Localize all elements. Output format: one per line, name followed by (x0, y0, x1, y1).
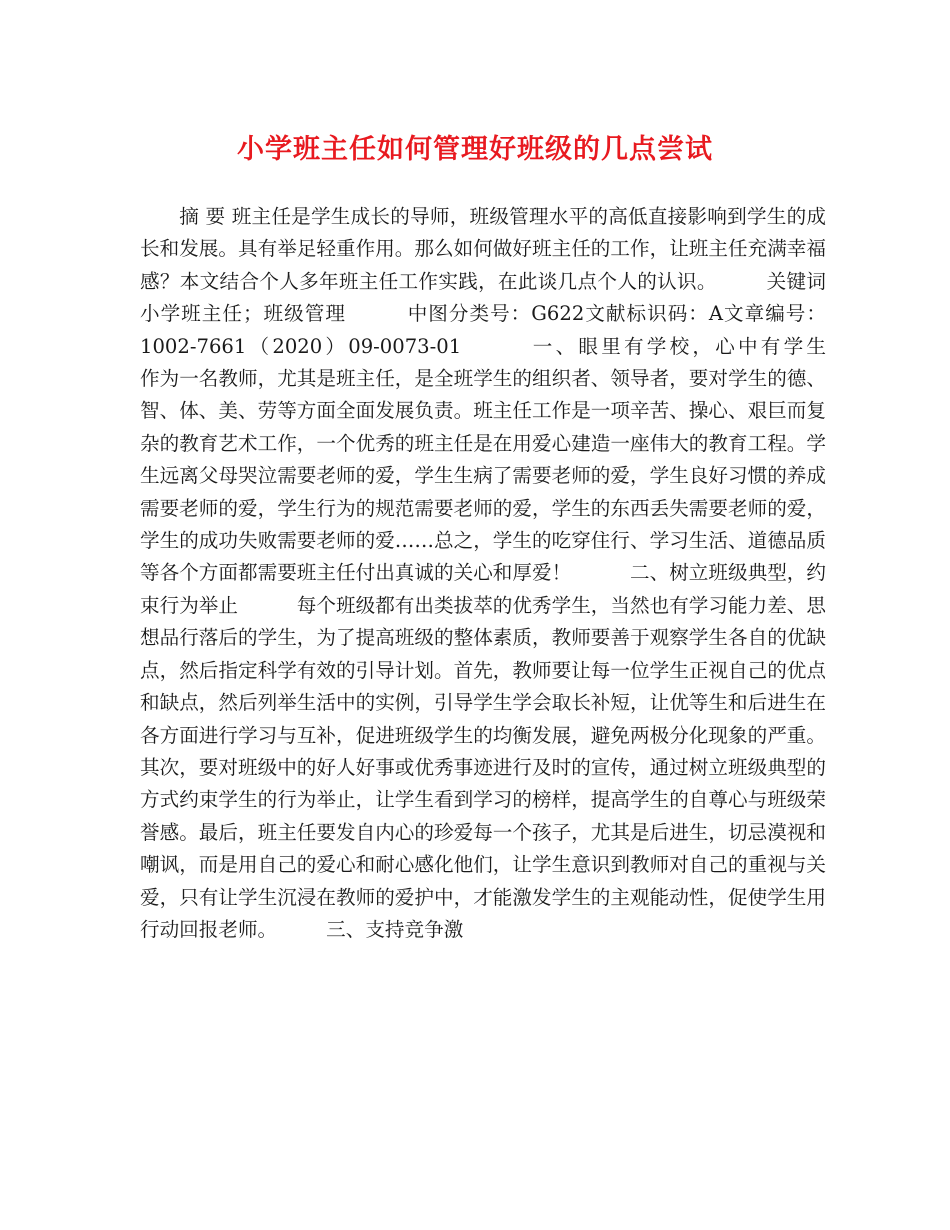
page-title: 小学班主任如何管理好班级的几点尝试 (237, 134, 713, 165)
body-paragraph: 摘 要 班主任是学生成长的导师，班级管理水平的高低直接影响到学生的成长和发展。具有举足轻重作用。那么如何做好班主任的工作，让班主任充满幸福感？本文结合个人多年班主任工作实践，在此谈几点个人的认识。 关键词 小学班主任；班级管理 中图分类号：G622文献标识码：A文章编号：1002-7661（2020）09-0073-01 一、眼里有学校，心中有学生 作为一名教师，尤其是班主任，是全班学生的组织者、领导者，要对学生的德、智、体、美、劳等方面全面发展负责。班主任工作是一项辛苦、操心、艰巨而复杂的教育艺术工作，一个优秀的班主任是在用爱心建造一座伟大的教育工程。学生远离父母哭泣需要老师的爱，学生生病了需要老师的爱，学生良好习惯的养成需要老师的爱，学生行为的规范需要老师的爱，学生的东西丢失需要老师的爱，学生的成功失败需要老师的爱……总之，学生的吃穿住行、学习生活、道德品质等各个方面都需要班主任付出真诚的关心和厚爱！ 二、树立班级典型，约束行为举止 每个班级都有出类拔萃的优秀学生，当然也有学习能力差、思想品行落后的学生，为了提高班级的整体素质，教师要善于观察学生各自的优缺点，然后指定科学有效的引导计划。首先，教师要让每一位学生正视自己的优点和缺点，然后列举生活中的实例，引导学生学会取长补短，让优等生和后进生在各方面进行学习与互补，促进班级学生的均衡发展，避免两极分化现象的严重。其次，要对班级中的好人好事或优秀事迹进行及时的宣传，通过树立班级典型的方式约束学生的行为举止，让学生看到学习的榜样，提高学生的自尊心与班级荣誉感。最后，班主任要发自内心的珍爱每一个孩子，尤其是后进生，切忌漠视和嘲讽，而是用自己的爱心和耐心感化他们，让学生意识到教师对自己的重视与关爱，只有让学生沉浸在教师的爱护中，才能激发学生的主观能动性，促使学生用行动回报老师。 三、支持竞争激 (140, 205, 885, 941)
